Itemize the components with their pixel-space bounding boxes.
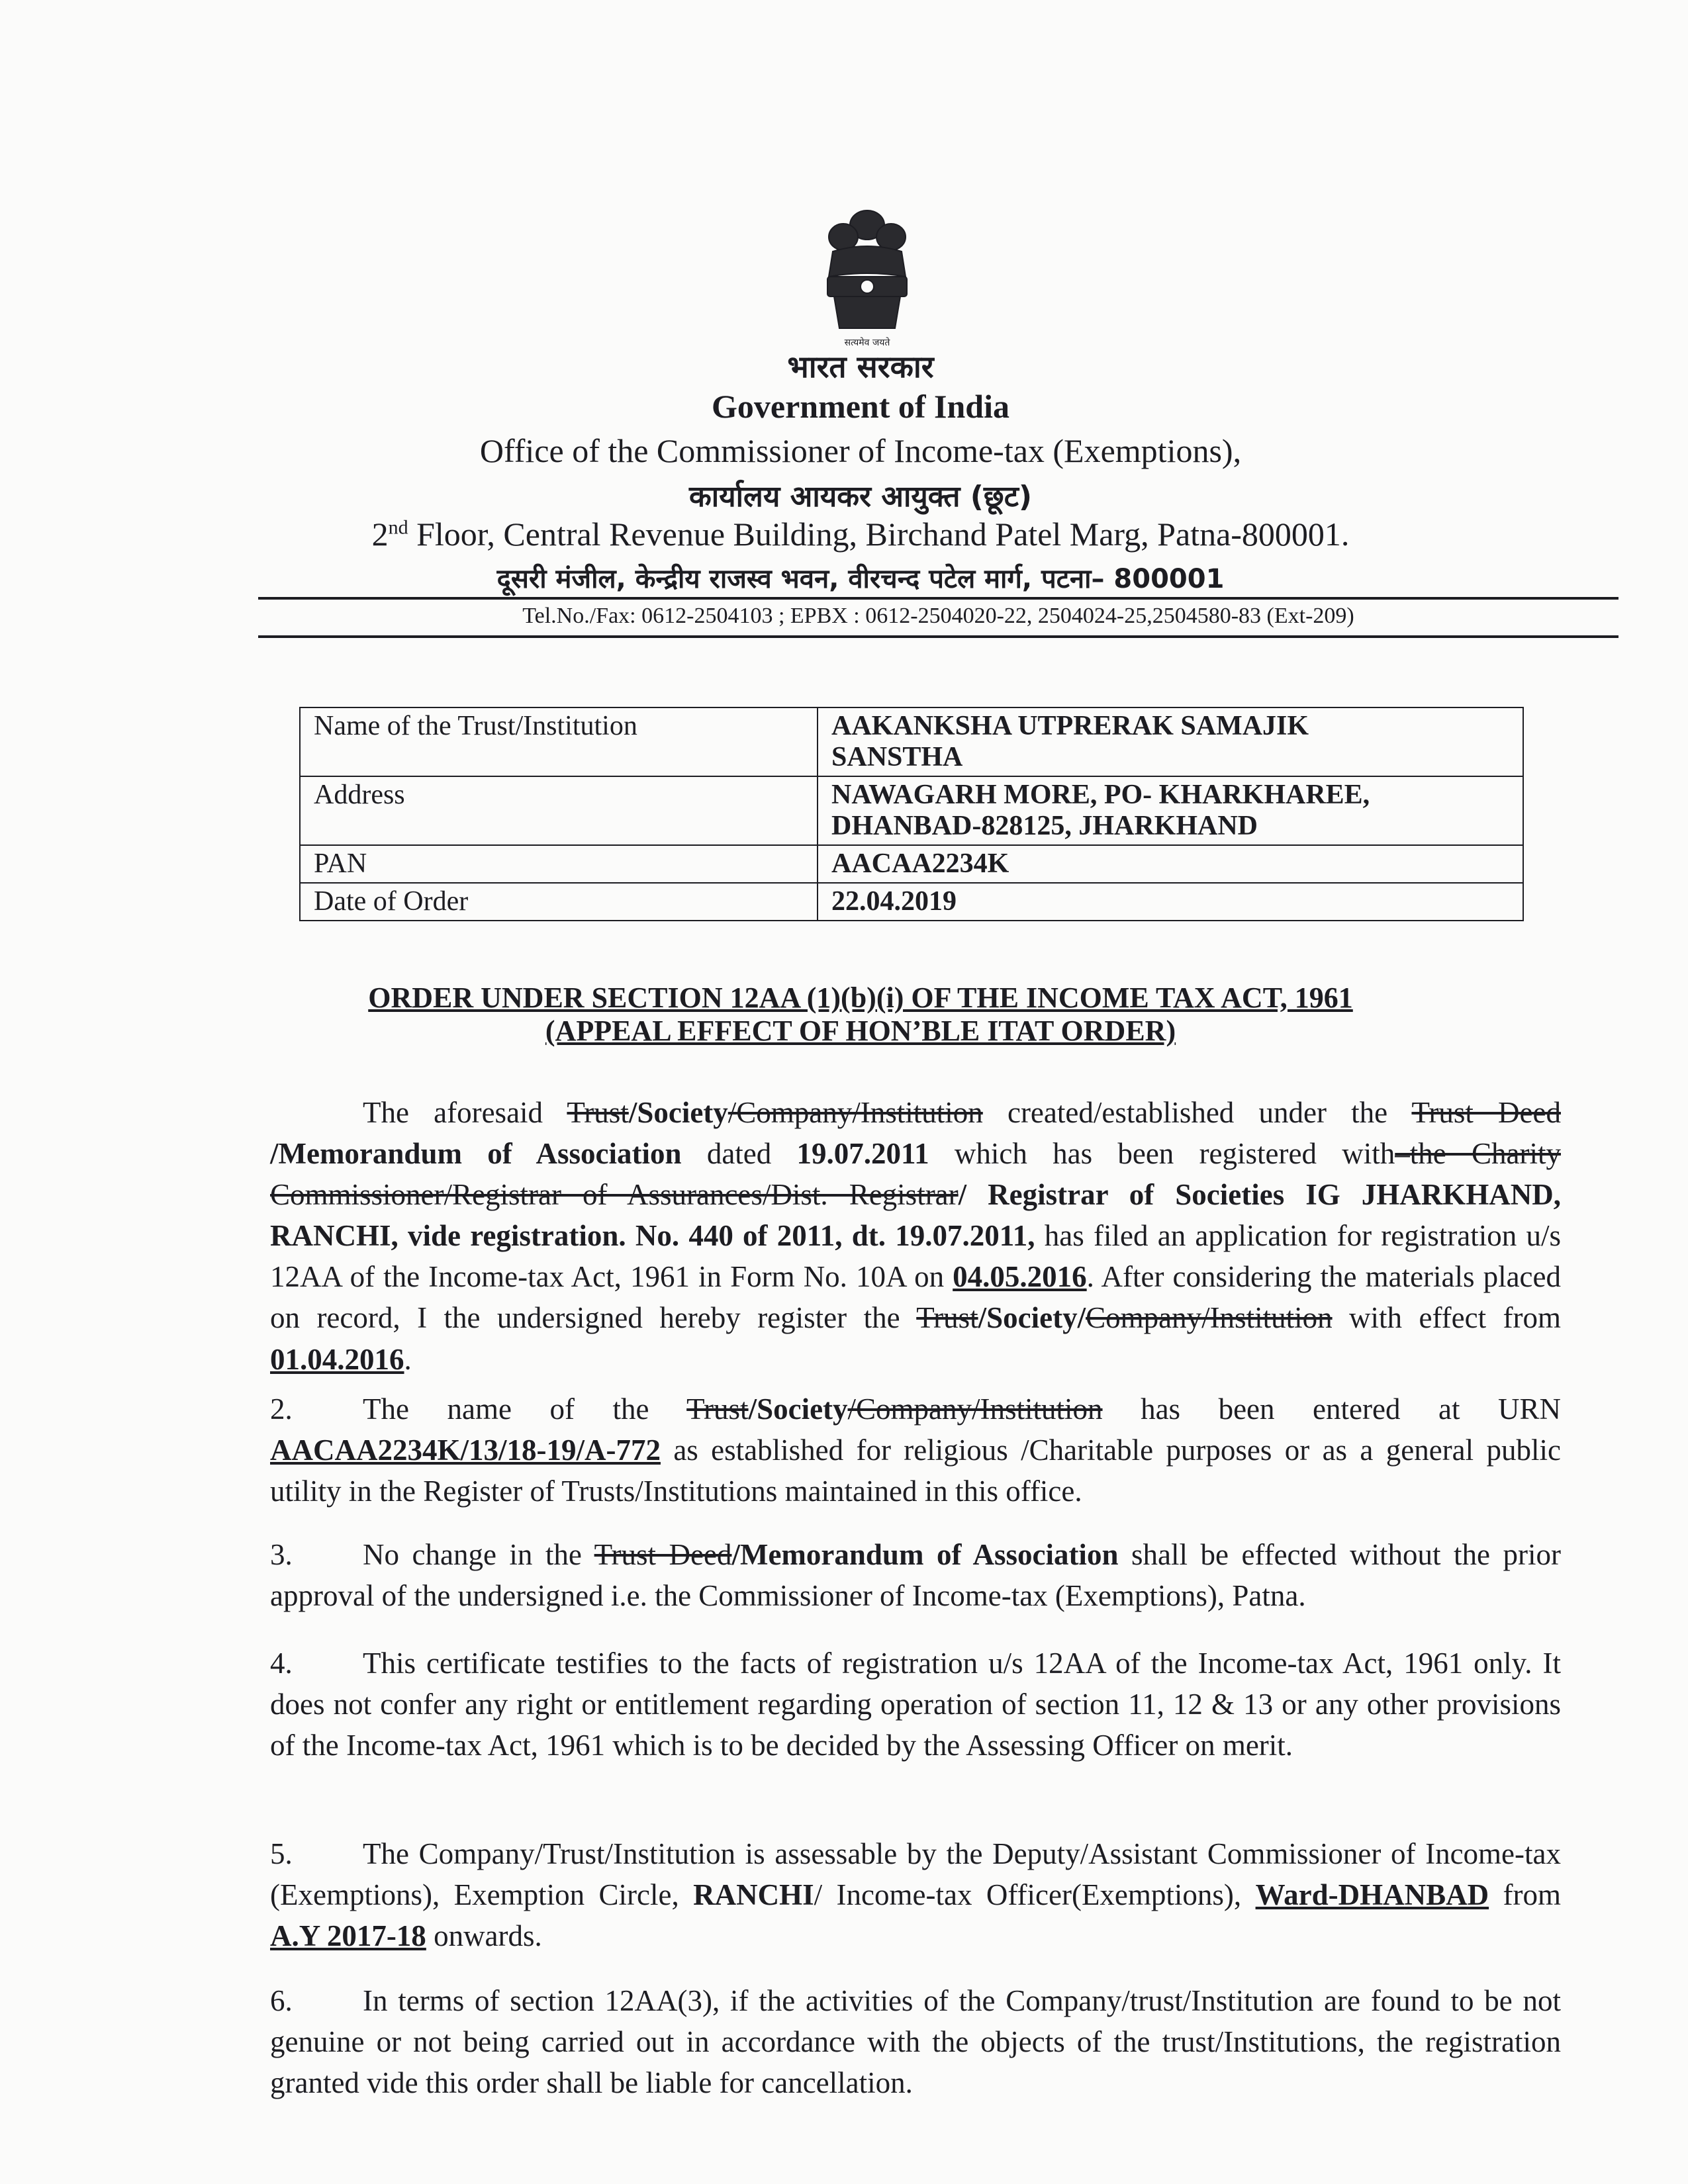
paragraph-4: 4. This certificate testifies to the facts of registration u/s 12AA of the Income-tax Act, 1961 only. It does not confer any right or entitlement regarding operation of section 11, 12 & 13 or any other provisions of the Income-tax Act, 1961 which is to be decided by the Assessing Officer on merit.	[270, 1647, 1561, 1762]
address-value: NAWAGARH MORE, PO- KHARKHAREE, DHANBAD-828125, JHARKHAND	[818, 776, 1523, 845]
paragraph-5: 5. The Company/Trust/Institution is assessable by the Deputy/Assistant Commissioner of Income-tax (Exemptions), Exemption Circle, RANCHI/ Income-tax Officer(Exemptions), Ward-DHANBAD from A.Y 2017-18 onwards.	[270, 1837, 1561, 1953]
order-subtitle: (APPEAL EFFECT OF HON’BLE ITAT ORDER)	[545, 1015, 1176, 1047]
office-name-hindi: कार्यालय आयकर आयुक्त (छूट)	[688, 480, 1033, 514]
office-address-hindi: दूसरी मंजील, केन्द्रीय राजस्व भवन, वीरचन्द पटेल मार्ग, पटना– 800001	[496, 564, 1225, 594]
trust-details-table	[299, 707, 1524, 921]
address-label: Address	[300, 776, 818, 845]
government-title: Government of India	[712, 388, 1009, 425]
office-name: Office of the Commissioner of Income-tax (Exemptions),	[479, 432, 1242, 469]
table-row	[300, 845, 1523, 883]
paragraph-1: The aforesaid Trust/Society/Company/Institution created/established under the Trust Deed /Memorandum of Association dated 19.07.2011 which has been registered with–the Charity Commissioner/Registrar of Assurances/Dist. Registrar/ Registrar of Societies IG JHARKHAND, RANCHI, vide registration. No. 440 of 2011, dt. 19.07.2011, has filed an application for registration u/s 12AA of the Income-tax Act, 1961 in Form No. 10A on 04.05.2016. After considering the materials placed on record, I the undersigned hereby register the Trust/Society/Company/Institution with effect from 01.04.2016.	[270, 1096, 1562, 1376]
paragraph-2: 2. The name of the Trust/Society/Company/Institution has been entered at URN AACAA2234K/13/18-19/A-772 as established for religious /Charitable purposes or as a general public utility in the Register of Trusts/Institutions maintained in this office.	[270, 1392, 1561, 1508]
header-divider-bottom	[258, 635, 1618, 638]
pan-value: AACAA2234K	[818, 845, 1523, 883]
office-address: 2nd Floor, Central Revenue Building, Birchand Patel Marg, Patna-800001.	[371, 516, 1350, 553]
hindi-government-title: भारत सरकार	[787, 349, 934, 385]
contact-numbers: Tel.No./Fax: 0612-2504103 ; EPBX : 0612-2504020-22, 2504024-25,2504580-83 (Ext-209)	[522, 604, 1354, 628]
paragraph-6: 6. In terms of section 12AA(3), if the activities of the Company/trust/Institution are found to be not genuine or not being carried out in accordance with the objects of the trust/Institutions, the registration granted vide this order shall be liable for cancellation.	[270, 1984, 1561, 2100]
order-title: ORDER UNDER SECTION 12AA (1)(b)(i) OF THE INCOME TAX ACT, 1961	[368, 981, 1353, 1014]
emblem-motto: सत्यमेव जयते	[844, 338, 890, 348]
table-row	[300, 707, 1523, 776]
header-divider-top	[258, 597, 1618, 600]
national-emblem-icon	[801, 199, 933, 357]
paragraph-3: 3. No change in the Trust Deed/Memorandum of Association shall be effected without the prior approval of the undersigned i.e. the Commissioner of Income-tax (Exemptions), Patna.	[270, 1538, 1561, 1613]
table-row	[300, 776, 1523, 845]
name-value: AAKANKSHA UTPRERAK SAMAJIK SANSTHA	[818, 707, 1523, 776]
table-row	[300, 883, 1523, 921]
pan-label: PAN	[300, 845, 818, 883]
name-label: Name of the Trust/Institution	[300, 707, 818, 776]
date-value: 22.04.2019	[818, 883, 1523, 921]
date-label: Date of Order	[300, 883, 818, 921]
